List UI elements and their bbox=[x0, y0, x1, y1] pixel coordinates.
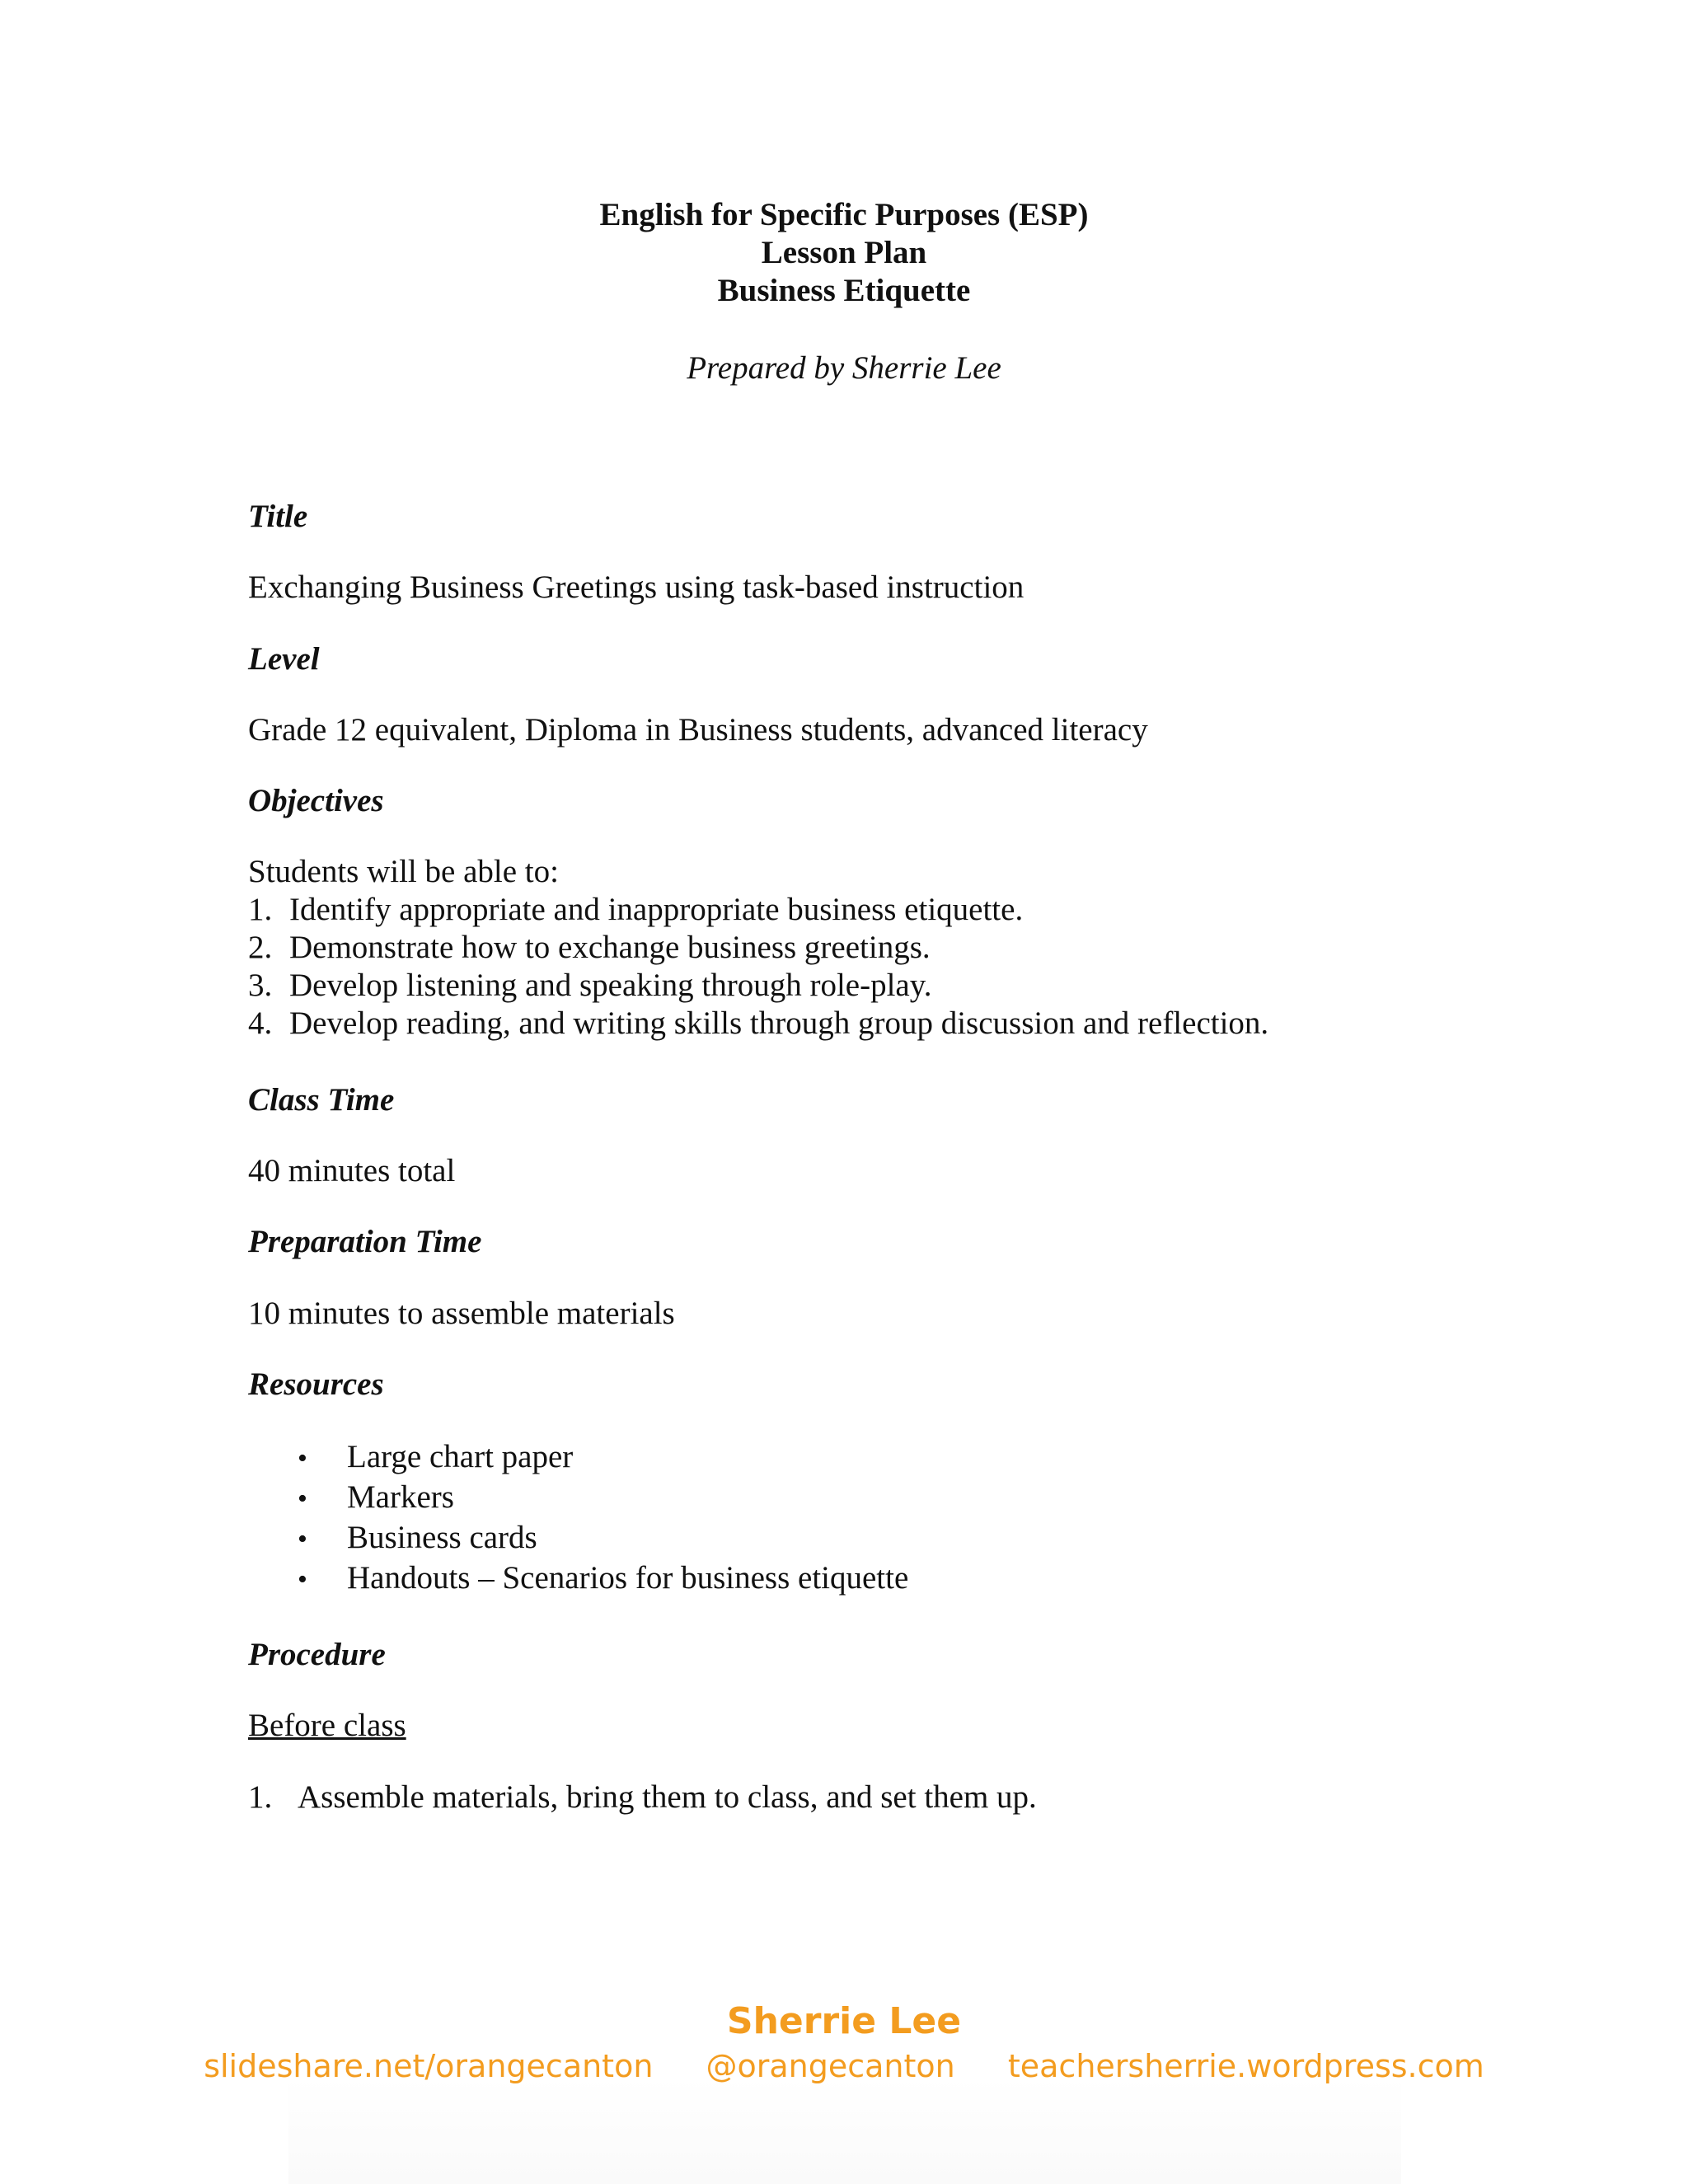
prepared-by-line: Prepared by Sherrie Lee bbox=[687, 350, 1001, 386]
resource-text: Handouts – Scenarios for business etiquette bbox=[347, 1560, 909, 1596]
bullet-icon: • bbox=[298, 1564, 307, 1595]
objective-text: Develop reading, and writing skills through group discussion and reflection. bbox=[289, 1005, 1269, 1041]
objective-text: Identify appropriate and inappropriate business etiquette. bbox=[289, 892, 1024, 927]
section-heading-procedure: Procedure bbox=[248, 1637, 386, 1672]
header-lesson-plan: Lesson Plan bbox=[761, 235, 927, 270]
footer-links bbox=[0, 2046, 1688, 2087]
section-heading-objectives: Objectives bbox=[248, 783, 384, 818]
procedure-step bbox=[248, 1779, 1037, 1816]
objective-text: Demonstrate how to exchange business greetings. bbox=[289, 930, 931, 965]
procedure-subheading: Before class bbox=[248, 1708, 406, 1743]
section-text-class-time: 40 minutes total bbox=[248, 1153, 456, 1188]
section-heading-resources: Resources bbox=[248, 1366, 384, 1402]
objective-number: 4. bbox=[248, 1005, 273, 1041]
objective-number: 3. bbox=[248, 968, 273, 1003]
section-heading-class-time: Class Time bbox=[248, 1082, 395, 1118]
resource-text: Business cards bbox=[347, 1520, 537, 1555]
objective-item bbox=[248, 1005, 1268, 1043]
objective-text: Develop listening and speaking through role-play. bbox=[289, 968, 932, 1003]
section-heading-preparation-time: Preparation Time bbox=[248, 1224, 482, 1259]
section-text-level: Grade 12 equivalent, Diploma in Business students, advanced literacy bbox=[248, 712, 1148, 748]
bullet-icon: • bbox=[298, 1483, 307, 1514]
bullet-icon: • bbox=[298, 1524, 307, 1554]
objective-number: 2. bbox=[248, 930, 273, 965]
header-topic: Business Etiquette bbox=[717, 273, 971, 308]
section-text-preparation-time: 10 minutes to assemble materials bbox=[248, 1296, 675, 1331]
step-text: Assemble materials, bring them to class, and set them up. bbox=[298, 1779, 1037, 1815]
objective-item bbox=[248, 929, 931, 967]
objective-number: 1. bbox=[248, 892, 273, 927]
objectives-intro: Students will be able to: bbox=[248, 854, 559, 889]
footer-link-twitter[interactable]: @orangecanton bbox=[706, 2048, 955, 2084]
document-header bbox=[0, 196, 1688, 310]
section-heading-title: Title bbox=[248, 499, 308, 534]
resource-text: Large chart paper bbox=[347, 1439, 574, 1474]
page-footer-shade bbox=[288, 2077, 1401, 2184]
resource-item bbox=[298, 1438, 573, 1478]
header-course-title: English for Specific Purposes (ESP) bbox=[599, 197, 1089, 232]
step-number: 1. bbox=[248, 1779, 273, 1815]
section-text-title: Exchanging Business Greetings using task-based instruction bbox=[248, 569, 1025, 605]
footer-author-name: Sherrie Lee bbox=[726, 2000, 962, 2042]
bullet-icon: • bbox=[298, 1443, 307, 1474]
footer-link-slideshare[interactable]: slideshare.net/orangecanton bbox=[204, 2048, 654, 2084]
resource-item bbox=[298, 1559, 908, 1599]
resource-item bbox=[298, 1519, 537, 1558]
footer-link-blog[interactable]: teachersherrie.wordpress.com bbox=[1007, 2048, 1484, 2084]
resource-item bbox=[298, 1479, 454, 1518]
objective-item bbox=[248, 967, 931, 1005]
section-heading-level: Level bbox=[248, 641, 320, 677]
resource-text: Markers bbox=[347, 1479, 454, 1515]
objective-item bbox=[248, 891, 1023, 929]
